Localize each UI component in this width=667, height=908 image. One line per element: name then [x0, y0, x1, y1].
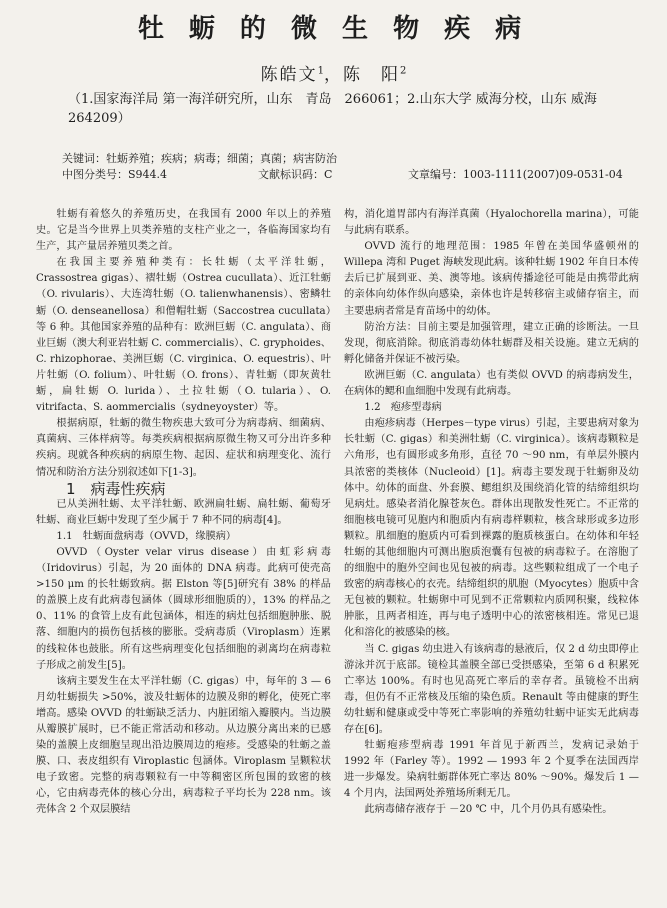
paragraph: 构，消化道胃部内有海洋真菌（Hyalochorella marina），可能与此病有联系。: [344, 209, 639, 237]
paragraph: 由疱疹病毒（Herpes－type virus）引起，主要患病对象为长牡蛎（C. gigas）和美洲牡蛎（C. virginica）。该病毒颗粒是六角形，也有圆形或多角形，直径 70 ～90 nm，有单层外膜内具浓密的类核体（Nucleoid）[1]。病毒主要发现于牡蛎卵及幼体中。幼体的面盘、外套膜、鳃组织及围绕消化管的结缔组织均见病灶。感染者消化腺苍灰色。群体出现散发性死亡。不正常的细胞核电镜可见胞内和胞质内有病毒样颗粒，核含球形或多边形颗粒。肌细胞的胞质内可看到裸露的胞质核蛋白。在幼体和年轻牡蛎的其他细胞内可测出胞质泡囊有包被的病毒粒子。在溶胞了的细胞中的胞外空间也见包被的病毒。这些颗粒组成了一个电子致密的病毒核心的衣壳。结缔组织的肌胞（Myocytes）胞质中含无包被的颗粒。牡蛎卵中可见到不正常颗粒内质网积聚，线粒体肿胀，且两者相连，再与电子透明中心的浓密核相连。常见已退化和溶化的被感染的核。: [344, 418, 639, 639]
author-1: 陈皓文: [260, 65, 318, 85]
paragraph: 此病毒储存液存于 －20 ℃ 中，几个月仍具有感染性。: [364, 804, 613, 816]
paragraph: 防治方法：目前主要是加强管理，建立正确的诊断法。一旦发现，彻底消除。彻底消毒幼体牡蛎群及相关设施。建立无病的孵化储备并保证不被污染。: [344, 321, 639, 365]
authors: [0, 60, 667, 85]
affiliation: （1.国家海洋局 第一海洋研究所，山东 青岛 266061；2.山东大学 威海分校，山东 威海 264209）: [68, 92, 610, 126]
subsection-heading: 1.1 牡蛎面盘病毒（OVVD，缘膜病）: [56, 530, 237, 542]
paragraph: 已从美洲牡蛎、太平洋牡蛎、欧洲扁牡蛎、扁牡蛎、葡萄牙牡蛎、商业巨蛎中发现了至少属于 7 种不同的病毒[4]。: [36, 498, 331, 526]
paragraph: 欧洲巨蛎（C. angulata）也有类似 OVVD 的病毒病发生，在病体的鳃和血细胞中发现有此病毒。: [344, 369, 639, 398]
page-title: 牡 蛎 的 微 生 物 疾 病: [137, 14, 530, 44]
article-number: 文章编号：1003-1111(2007)09-0531-04: [408, 168, 623, 181]
paragraph: 在我国主要养殖种类有：长牡蛎（太平洋牡蛎，Crassostrea gigas）、褶牡蛎（Ostrea cucullata）、近江牡蛎（O. rivularis）、大连湾牡蛎（O. talienwhanensis）、密鳞牡蛎（O. denseanellosa）和僧帽牡蛎（Saccostrea cucullata）等 6 种。其他国家养殖的品种有：欧洲巨蛎（C. angulata）、商业巨蛎（澳大利亚岩牡蛎 C. commercialis）、C. gryphoides、C. rhizophorae、美洲巨蛎（C. virginica、O. equestris）、叶片牡蛎（O. folium）、叶牡蛎（O. frons）、青牡蛎（即灰黄牡蛎，扁牡蛎 O. lurida）、土拉牡蛎（O. tularia）、O. vitrifacta、S. aommercialis（sydneyoyster）等。: [36, 257, 331, 414]
classification-row: [62, 167, 622, 183]
paragraph: 牡蛎疱疹型病毒 1991 年首见于新西兰，发病记录始于 1992 年（Farley 等）。1992 — 1993 年 2 个夏季在法国西岸进一步爆发。染病牡蛎群体死亡率达 80% ～90%。爆发后 1 — 4 个月内，法国两处养殖场所剩无几。: [344, 740, 639, 800]
section-heading: 1 病毒性疾病: [66, 479, 166, 498]
right-column: [344, 207, 639, 819]
paragraph: 根据病原，牡蛎的微生物疾患大致可分为病毒病、细菌病、真菌病、三体样病等。每类疾病根据病原微生物又可分出许多种疾病。现就各种疾病的病原生物、起因、症状和病理变化、流行情况和防治方法分别叙述如下[1-3]。: [36, 418, 331, 478]
paragraph: OVVD（Oyster velar virus disease）由虹彩病毒（Iridovirus）引起，为 20 面体的 DNA 病毒。此病可使壳高 >150 μm 的长牡蛎致病。据 Elston 等[5]研究有 38% 的样品的盖膜上皮有此病毒包涵体（圆球形细胞质的），13% 的样品之 0、11% 的食管上皮有此包涵体，相连的病灶包括细胞肿胀、脱落、细胞内的损伤包括核的膨胀。受病毒质（Viroplasm）连累的线粒体也鼓胀。所有这些病理变化包括细胞的剥离均在病毒粒子形成之前发生[5]。: [36, 546, 331, 671]
author-2: 陈 阳: [343, 65, 400, 85]
author-1-affil-mark: 1: [317, 65, 324, 77]
paragraph: 当 C. gigas 幼虫进入有该病毒的悬液后，仅 2 d 幼虫即停止游泳并沉于底部。镜检其盖膜全部已受摂感染，至第 6 d 积累死亡率达 100%。有时也见高死亡率后的幸存者。虽镜检不出病毒，但仍有不正常核及压缩的染色质。Renault 等由健康的野生幼牡蛎和健康或受中等死亡率影响的养殖幼牡蛎中证实无此病毒存在[6]。: [344, 643, 639, 735]
author-2-affil-mark: 2: [400, 65, 407, 77]
keywords: 关键词：牡蛎养殖；疾病；病毒；细菌；真菌；病害防治: [62, 152, 337, 165]
paragraph: 牡蛎有着悠久的养殖历史，在我国有 2000 年以上的养殖史。它是当今世界上贝类养殖的支柱产业之一，各临海国家均有生产，其产量居养殖贝类之首。: [36, 209, 331, 253]
clc-number: 中图分类号：S944.4: [62, 168, 168, 181]
paragraph: OVVD 流行的地理范围：1985 年曾在美国华盛顿州的 Willepa 湾和 Puget 海峡发现此病。该种牡蛎 1902 年自日本传去后已扩展到亚、美、澳等地。该病传播途径可能是由携带此病的亲体向幼体作纵向感染，亲体也许是转移宿主或储存宿主，而主要患病者常是育苗场中的幼体。: [344, 241, 639, 317]
author-separator: ，: [324, 65, 343, 85]
paragraph: 该病主要发生在太平洋牡蛎（C. gigas）中，每年的 3 — 6 月幼牡蛎损失 >50%，波及牡蛎体的边膜及卵的孵化，使死亡率增高。感染 OVVD 的牡蛎缺乏活力、内脏团缩入瓣膜内。当边膜从瓣膜扩展时，已不能正常活动和移动。从边膜分离出来的已感染的盖膜上皮细胞呈现出沿边膜周边的疱疹。受感染的牡蛎之盖膜、口、表皮组织有 Viroplastic 包涵体。Viroplasm 呈颗粒状电子致密。完整的病毒颗粒有一中等稠密区所包围的致密的核心，它由病毒壳体的核心分出，病毒粒子平均长为 228 nm。该壳体含 2 个双层膜结: [36, 675, 331, 816]
document-code: 文献标识码：C: [258, 168, 333, 181]
subsection-heading: 1.2 疱疹型毒病: [364, 402, 442, 414]
left-column: [36, 207, 331, 819]
